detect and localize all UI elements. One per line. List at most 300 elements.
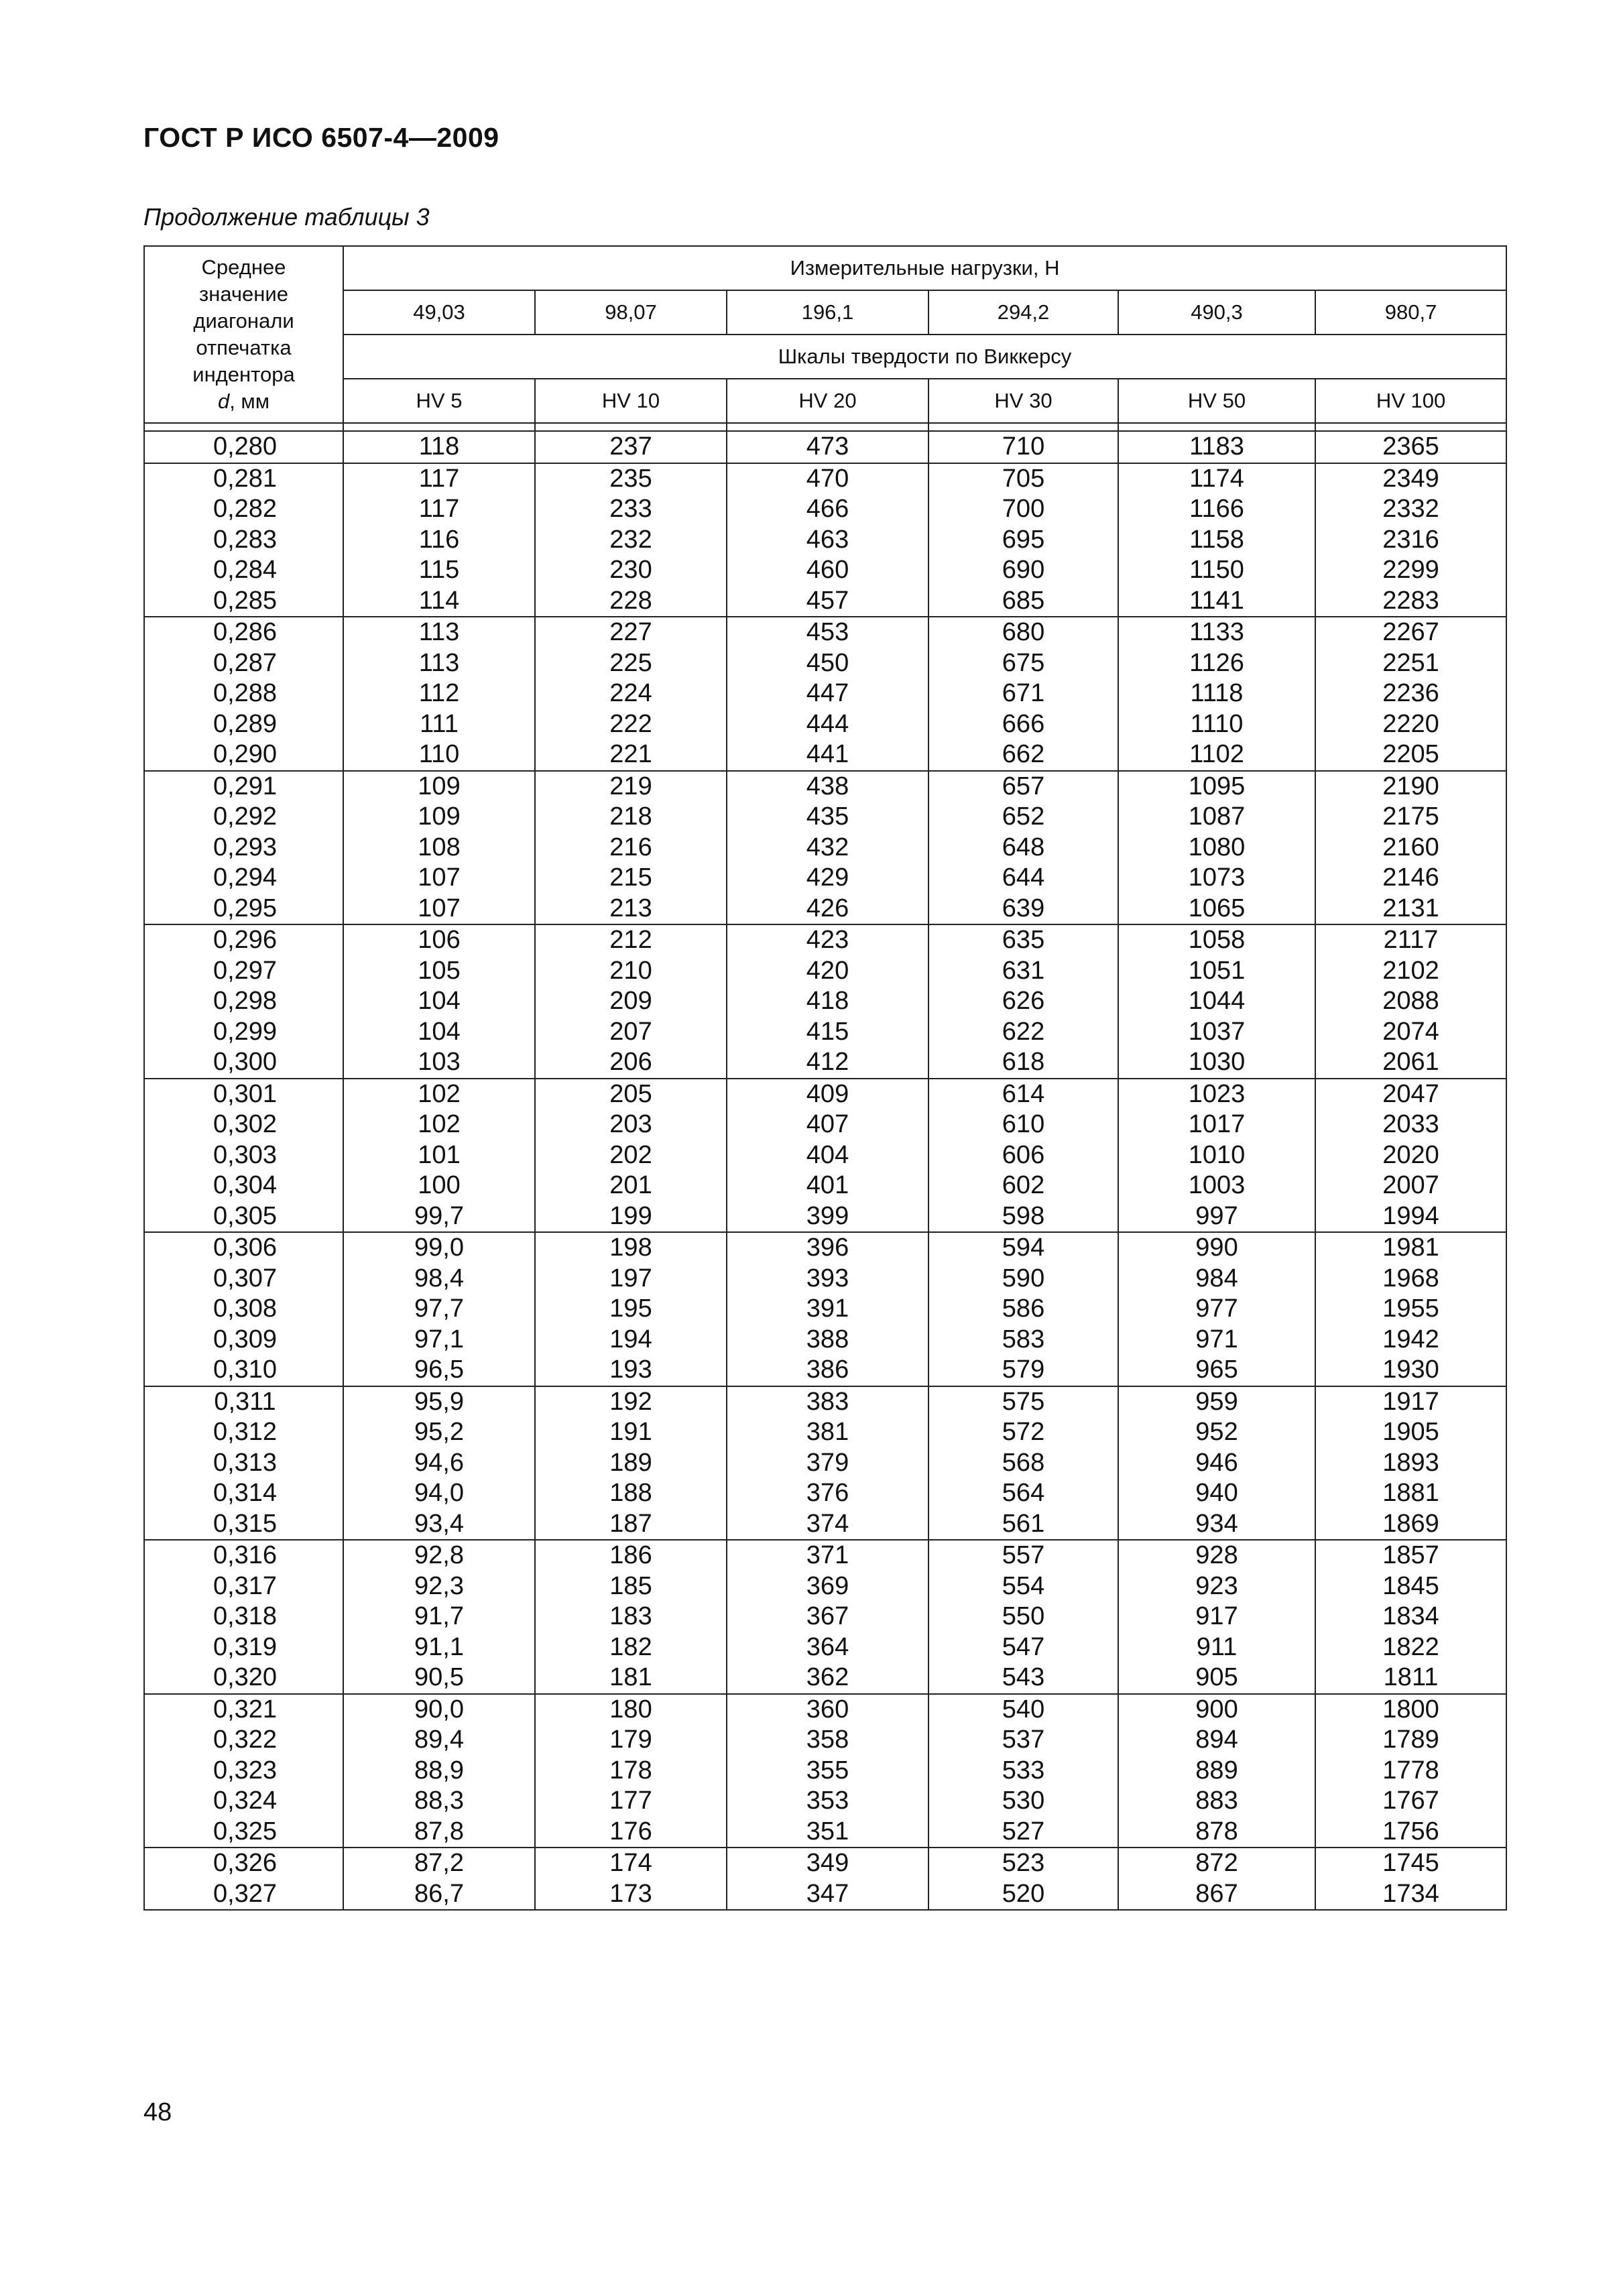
table-cell-value: 444 — [806, 709, 849, 738]
hv100-cell — [1315, 924, 1506, 1079]
table-cell-value: 1822 — [1382, 1632, 1439, 1661]
table-cell-value: 583 — [1002, 1325, 1045, 1353]
diameter-header-line: Среднее — [201, 255, 286, 279]
table-cell-value: 87,8 — [414, 1817, 464, 1846]
table-cell-value: 572 — [1002, 1418, 1045, 1446]
table-cell-value: 0,326 — [213, 1849, 278, 1877]
table-cell-value: 117 — [418, 464, 460, 493]
table-cell-value: 1174 — [1189, 464, 1244, 493]
table-cell-value: 0,313 — [213, 1448, 278, 1477]
table-cell-value: 0,289 — [213, 709, 278, 738]
table-cell-value: 2190 — [1382, 772, 1439, 800]
table-cell-value: 594 — [1002, 1233, 1045, 1262]
table-cell-value: 201 — [609, 1171, 652, 1199]
table-cell-value: 1811 — [1383, 1663, 1439, 1691]
hv50-cell — [1118, 1540, 1315, 1694]
hv30-cell — [928, 463, 1118, 617]
table-cell-value: 450 — [806, 648, 849, 677]
table-cell-value: 965 — [1195, 1355, 1238, 1384]
table-cell-value: 977 — [1195, 1294, 1238, 1323]
table-cell-value: 393 — [806, 1264, 849, 1292]
scales-header: Шкалы твердости по Виккерсу — [343, 335, 1506, 379]
table-cell-value: 2365 — [1382, 432, 1439, 461]
table-cell-value: 610 — [1002, 1110, 1045, 1138]
table-cell-value: 210 — [609, 956, 652, 985]
hv100-cell — [1315, 463, 1506, 617]
table-cell-value: 540 — [1002, 1695, 1045, 1724]
table-cell-value: 221 — [609, 740, 652, 768]
table-cell-value: 102 — [418, 1079, 461, 1108]
table-cell-value: 420 — [806, 956, 849, 985]
table-cell-value: 0,291 — [213, 772, 278, 800]
table-cell-value: 117 — [418, 495, 460, 523]
diameter-cell — [144, 431, 343, 463]
table-cell-value: 109 — [418, 772, 461, 800]
table-cell-value: 353 — [806, 1787, 849, 1815]
table-cell-value: 675 — [1002, 648, 1045, 677]
table-cell-value: 530 — [1002, 1787, 1045, 1815]
table-cell-value: 872 — [1195, 1849, 1238, 1877]
load-header-cell: 49,03 — [343, 290, 535, 335]
table-cell-value: 2349 — [1382, 464, 1439, 493]
table-cell-value: 193 — [609, 1355, 652, 1384]
table-cell-value: 984 — [1195, 1264, 1238, 1292]
diameter-cell — [144, 1079, 343, 1233]
table-cell-value: 917 — [1195, 1602, 1238, 1630]
table-cell-value: 911 — [1196, 1632, 1238, 1661]
table-cell-value: 1023 — [1188, 1079, 1246, 1108]
hv50-cell — [1118, 1079, 1315, 1233]
hv50-cell — [1118, 1386, 1315, 1540]
table-cell-value: 418 — [806, 987, 849, 1015]
table-cell-value: 590 — [1002, 1264, 1045, 1292]
table-cell-value: 690 — [1002, 556, 1045, 584]
hv5-cell — [343, 771, 535, 925]
diameter-header-line: значение — [199, 282, 288, 306]
hv20-cell — [727, 463, 928, 617]
diameter-cell — [144, 771, 343, 925]
table-cell-value: 179 — [609, 1726, 652, 1754]
table-cell-value: 0,295 — [213, 894, 278, 922]
table-cell-value: 923 — [1195, 1571, 1238, 1600]
hv10-cell — [535, 617, 727, 771]
hv5-cell — [343, 617, 535, 771]
table-header — [144, 246, 1506, 431]
table-cell-value: 232 — [609, 525, 652, 554]
table-cell-value: 227 — [609, 618, 652, 646]
table-cell-value: 2131 — [1382, 894, 1439, 922]
table-cell-value: 0,306 — [213, 1233, 278, 1262]
table-cell-value: 463 — [806, 525, 849, 554]
table-cell-value: 432 — [806, 833, 849, 861]
table-cell-value: 1800 — [1382, 1695, 1439, 1724]
table-body — [144, 431, 1506, 1910]
table-cell-value: 181 — [609, 1663, 652, 1691]
table-cell-value: 1745 — [1382, 1849, 1439, 1877]
hv10-cell — [535, 463, 727, 617]
table-cell-value: 635 — [1002, 926, 1045, 954]
table-cell-value: 990 — [1195, 1233, 1238, 1262]
table-cell-value: 1893 — [1382, 1448, 1439, 1477]
table-cell-value: 107 — [418, 894, 461, 922]
table-cell-value: 2033 — [1382, 1110, 1439, 1138]
table-cell-value: 103 — [418, 1048, 461, 1076]
diameter-cell — [144, 1848, 343, 1910]
table-cell-value: 360 — [806, 1695, 849, 1724]
hardness-table — [143, 245, 1507, 1911]
table-cell-value: 1981 — [1382, 1233, 1439, 1262]
table-row-group — [144, 1079, 1506, 1233]
table-cell-value: 537 — [1002, 1726, 1045, 1754]
table-cell-value: 0,285 — [213, 586, 278, 615]
table-cell-value: 0,318 — [213, 1602, 278, 1630]
table-cell-value: 173 — [609, 1879, 652, 1908]
table-cell-value: 222 — [609, 709, 652, 738]
table-cell-value: 0,293 — [213, 833, 278, 861]
table-cell-value: 2220 — [1382, 709, 1439, 738]
table-cell-value: 1869 — [1382, 1509, 1439, 1538]
hv50-cell — [1118, 1694, 1315, 1848]
page-number: 48 — [143, 2098, 172, 2126]
table-cell-value: 2283 — [1382, 586, 1439, 615]
table-cell-value: 91,1 — [414, 1632, 464, 1661]
table-cell-value: 1051 — [1188, 956, 1246, 985]
table-cell-value: 622 — [1002, 1017, 1045, 1046]
hv5-cell — [343, 1694, 535, 1848]
table-cell-value: 110 — [418, 740, 460, 768]
table-cell-value: 97,1 — [414, 1325, 464, 1353]
table-cell-value: 212 — [609, 926, 652, 954]
table-cell-value: 695 — [1002, 525, 1045, 554]
table-cell-value: 575 — [1002, 1387, 1045, 1416]
table-cell-value: 1789 — [1382, 1726, 1439, 1754]
table-cell-value: 109 — [418, 802, 461, 831]
hv30-cell — [928, 1848, 1118, 1910]
table-cell-value: 0,302 — [213, 1110, 278, 1138]
table-cell-value: 376 — [806, 1479, 849, 1507]
table-cell-value: 959 — [1195, 1387, 1238, 1416]
scale-header-cell: HV 10 — [535, 379, 727, 423]
table-cell-value: 1834 — [1382, 1602, 1439, 1630]
table-cell-value: 662 — [1002, 740, 1045, 768]
diameter-cell — [144, 1540, 343, 1694]
table-cell-value: 177 — [609, 1787, 652, 1815]
table-cell-value: 0,305 — [213, 1201, 278, 1230]
table-cell-value: 648 — [1002, 833, 1045, 861]
hv10-cell — [535, 431, 727, 463]
table-cell-value: 207 — [609, 1017, 652, 1046]
table-cell-value: 202 — [609, 1140, 652, 1169]
table-cell-value: 351 — [806, 1817, 849, 1846]
hv100-cell — [1315, 1848, 1506, 1910]
table-cell-value: 213 — [609, 894, 652, 922]
table-cell-value: 94,6 — [414, 1448, 464, 1477]
diameter-header-line: индентора — [192, 363, 295, 386]
hv10-cell — [535, 771, 727, 925]
table-cell-value: 447 — [806, 679, 849, 707]
table-cell-value: 185 — [609, 1571, 652, 1600]
hv100-cell — [1315, 1694, 1506, 1848]
table-cell-value: 89,4 — [414, 1726, 464, 1754]
load-header-cell: 980,7 — [1315, 290, 1506, 335]
table-cell-value: 215 — [609, 863, 652, 892]
hv10-cell — [535, 1540, 727, 1694]
table-cell-value: 631 — [1002, 956, 1045, 985]
table-cell-value: 404 — [806, 1140, 849, 1169]
table-cell-value: 554 — [1002, 1571, 1045, 1600]
table-cell-value: 111 — [420, 709, 459, 738]
table-cell-value: 95,9 — [414, 1387, 464, 1416]
table-cell-value: 87,2 — [414, 1849, 464, 1877]
table-cell-value: 639 — [1002, 894, 1045, 922]
table-cell-value: 178 — [609, 1756, 652, 1785]
hv20-cell — [727, 617, 928, 771]
table-cell-value: 176 — [609, 1817, 652, 1846]
table-cell-value: 1734 — [1382, 1879, 1439, 1908]
hv20-cell — [727, 1079, 928, 1233]
table-cell-value: 1037 — [1188, 1017, 1246, 1046]
table-cell-value: 568 — [1002, 1448, 1045, 1477]
table-cell-value: 1845 — [1382, 1571, 1439, 1600]
table-row-group — [144, 1694, 1506, 1848]
table-cell-value: 1080 — [1188, 833, 1246, 861]
table-cell-value: 2061 — [1382, 1048, 1439, 1076]
diameter-cell — [144, 463, 343, 617]
table-cell-value: 1955 — [1382, 1294, 1439, 1323]
table-cell-value: 391 — [806, 1294, 849, 1323]
table-cell-value: 113 — [418, 648, 460, 677]
table-cell-value: 94,0 — [414, 1479, 464, 1507]
table-cell-value: 441 — [806, 740, 849, 768]
table-cell-value: 0,323 — [213, 1756, 278, 1785]
table-cell-value: 0,324 — [213, 1787, 278, 1815]
hv100-cell — [1315, 431, 1506, 463]
table-cell-value: 1102 — [1189, 740, 1244, 768]
table-cell-value: 523 — [1002, 1849, 1045, 1877]
hv50-cell — [1118, 1848, 1315, 1910]
table-cell-value: 614 — [1002, 1079, 1045, 1108]
hv30-cell — [928, 1540, 1118, 1694]
header-separator — [144, 423, 1506, 431]
table-cell-value: 106 — [418, 926, 461, 954]
table-cell-value: 0,325 — [213, 1817, 278, 1846]
diameter-header-line: отпечатка — [196, 336, 292, 359]
table-row-group — [144, 617, 1506, 771]
table-cell-value: 1778 — [1382, 1756, 1439, 1785]
hv5-cell — [343, 1848, 535, 1910]
table-cell-value: 0,322 — [213, 1726, 278, 1754]
table-cell-value: 86,7 — [414, 1879, 464, 1908]
table-cell-value: 460 — [806, 556, 849, 584]
table-cell-value: 423 — [806, 926, 849, 954]
table-cell-value: 579 — [1002, 1355, 1045, 1384]
table-cell-value: 388 — [806, 1325, 849, 1353]
table-row-group — [144, 1848, 1506, 1910]
table-cell-value: 1881 — [1382, 1479, 1439, 1507]
table-cell-value: 228 — [609, 586, 652, 615]
table-cell-value: 550 — [1002, 1602, 1045, 1630]
hv5-cell — [343, 924, 535, 1079]
table-cell-value: 867 — [1195, 1879, 1238, 1908]
table-cell-value: 2074 — [1382, 1017, 1439, 1046]
table-cell-value: 371 — [806, 1541, 849, 1569]
table-cell-value: 1110 — [1190, 709, 1244, 738]
table-cell-value: 1073 — [1188, 863, 1246, 892]
table-cell-value: 0,284 — [213, 556, 278, 584]
table-cell-value: 112 — [418, 679, 460, 707]
table-caption: Продолжение таблицы 3 — [143, 203, 430, 231]
hv5-cell — [343, 431, 535, 463]
table-cell-value: 407 — [806, 1110, 849, 1138]
table-cell-value: 113 — [418, 618, 460, 646]
table-cell-value: 543 — [1002, 1663, 1045, 1691]
table-cell-value: 1905 — [1382, 1418, 1439, 1446]
table-cell-value: 2205 — [1382, 740, 1439, 768]
table-cell-value: 0,282 — [213, 495, 278, 523]
table-cell-value: 99,7 — [414, 1201, 464, 1230]
table-cell-value: 889 — [1195, 1756, 1238, 1785]
table-cell-value: 92,3 — [414, 1571, 464, 1600]
table-cell-value: 409 — [806, 1079, 849, 1108]
hv30-cell — [928, 924, 1118, 1079]
table-cell-value: 1095 — [1188, 772, 1246, 800]
scale-header-cell: HV 100 — [1315, 379, 1506, 423]
table-cell-value: 224 — [609, 679, 652, 707]
table-cell-value: 381 — [806, 1418, 849, 1446]
table-cell-value: 2316 — [1382, 525, 1439, 554]
diameter-cell — [144, 1232, 343, 1386]
table-cell-value: 105 — [418, 956, 461, 985]
table-cell-value: 564 — [1002, 1479, 1045, 1507]
table-cell-value: 1003 — [1188, 1171, 1246, 1199]
table-cell-value: 0,297 — [213, 956, 278, 985]
table-cell-value: 0,304 — [213, 1171, 278, 1199]
table-cell-value: 557 — [1002, 1541, 1045, 1569]
table-cell-value: 520 — [1002, 1879, 1045, 1908]
hv30-cell — [928, 771, 1118, 925]
table-cell-value: 219 — [609, 772, 652, 800]
hv100-cell — [1315, 1079, 1506, 1233]
table-cell-value: 1087 — [1188, 802, 1246, 831]
table-cell-value: 2160 — [1382, 833, 1439, 861]
table-cell-value: 194 — [609, 1325, 652, 1353]
table-cell-value: 1857 — [1382, 1541, 1439, 1569]
table-cell-value: 657 — [1002, 772, 1045, 800]
table-cell-value: 2175 — [1382, 802, 1439, 831]
table-cell-value: 98,4 — [414, 1264, 464, 1292]
hv5-cell — [343, 1079, 535, 1233]
table-cell-value: 928 — [1195, 1541, 1238, 1569]
table-cell-value: 225 — [609, 648, 652, 677]
table-cell-value: 644 — [1002, 863, 1045, 892]
hv100-cell — [1315, 1232, 1506, 1386]
table-cell-value: 618 — [1002, 1048, 1045, 1076]
table-cell-value: 0,312 — [213, 1418, 278, 1446]
hv5-cell — [343, 1386, 535, 1540]
table-cell-value: 1166 — [1189, 495, 1244, 523]
table-cell-value: 652 — [1002, 802, 1045, 831]
table-cell-value: 946 — [1195, 1448, 1238, 1477]
table-cell-value: 0,320 — [213, 1663, 278, 1691]
hv100-cell — [1315, 1386, 1506, 1540]
table-cell-value: 1158 — [1189, 525, 1244, 554]
table-cell-value: 602 — [1002, 1171, 1045, 1199]
table-cell-value: 666 — [1002, 709, 1045, 738]
table-cell-value: 710 — [1002, 432, 1045, 461]
table-cell-value: 101 — [418, 1140, 461, 1169]
load-header-cell: 98,07 — [535, 290, 727, 335]
table-cell-value: 883 — [1195, 1787, 1238, 1815]
table-cell-value: 0,288 — [213, 679, 278, 707]
table-cell-value: 900 — [1195, 1695, 1238, 1724]
table-cell-value: 2102 — [1382, 956, 1439, 985]
table-cell-value: 347 — [806, 1879, 849, 1908]
table-cell-value: 438 — [806, 772, 849, 800]
table-cell-value: 186 — [609, 1541, 652, 1569]
table-cell-value: 2251 — [1382, 648, 1439, 677]
table-cell-value: 680 — [1002, 618, 1045, 646]
table-cell-value: 91,7 — [414, 1602, 464, 1630]
table-cell-value: 92,8 — [414, 1541, 464, 1569]
table-cell-value: 99,0 — [414, 1233, 464, 1262]
hv30-cell — [928, 1232, 1118, 1386]
table-cell-value: 971 — [1195, 1325, 1238, 1353]
table-cell-value: 2047 — [1382, 1079, 1439, 1108]
table-cell-value: 104 — [418, 987, 461, 1015]
table-cell-value: 1930 — [1382, 1355, 1439, 1384]
table-cell-value: 671 — [1002, 679, 1045, 707]
hv20-cell — [727, 1386, 928, 1540]
table-cell-value: 235 — [609, 464, 652, 493]
hv10-cell — [535, 924, 727, 1079]
table-cell-value: 626 — [1002, 987, 1045, 1015]
table-cell-value: 88,9 — [414, 1756, 464, 1785]
scale-header-cell: HV 20 — [727, 379, 928, 423]
table-cell-value: 0,287 — [213, 648, 278, 677]
hv30-cell — [928, 1694, 1118, 1848]
hv10-cell — [535, 1848, 727, 1910]
table-row-group — [144, 1232, 1506, 1386]
table-cell-value: 230 — [609, 556, 652, 584]
table-cell-value: 1994 — [1382, 1201, 1439, 1230]
table-cell-value: 1065 — [1188, 894, 1246, 922]
table-cell-value: 1756 — [1382, 1817, 1439, 1846]
table-cell-value: 188 — [609, 1479, 652, 1507]
table-cell-value: 598 — [1002, 1201, 1045, 1230]
diameter-cell — [144, 1386, 343, 1540]
diameter-unit: , мм — [229, 389, 270, 413]
table-cell-value: 0,316 — [213, 1541, 278, 1569]
hv20-cell — [727, 1232, 928, 1386]
diameter-header — [144, 246, 343, 423]
table-cell-value: 362 — [806, 1663, 849, 1691]
table-row-group — [144, 463, 1506, 617]
scale-header-cell: HV 50 — [1118, 379, 1315, 423]
table-cell-value: 93,4 — [414, 1509, 464, 1538]
diameter-header-line — [145, 388, 343, 415]
table-row-group — [144, 1386, 1506, 1540]
table-cell-value: 2146 — [1382, 863, 1439, 892]
table-cell-value: 0,309 — [213, 1325, 278, 1353]
table-cell-value: 705 — [1002, 464, 1045, 493]
table-cell-value: 197 — [609, 1264, 652, 1292]
table-cell-value: 466 — [806, 495, 849, 523]
table-cell-value: 1030 — [1188, 1048, 1246, 1076]
table-cell-value: 415 — [806, 1017, 849, 1046]
diameter-cell — [144, 617, 343, 771]
table-cell-value: 473 — [806, 432, 849, 461]
table-cell-value: 1010 — [1188, 1140, 1246, 1169]
